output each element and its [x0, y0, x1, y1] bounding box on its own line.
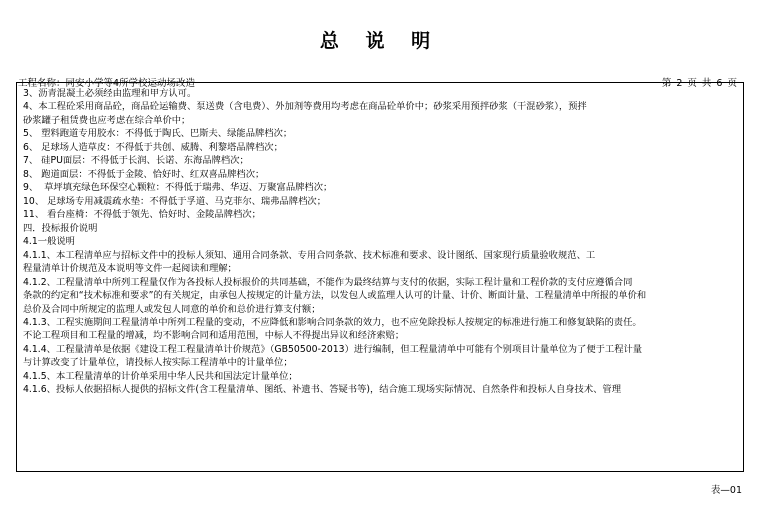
text-line: 条款的约定和“技术标准和要求”的有关规定，由承包人按规定的计量方法，以发包人或监理人认可的计量、计价、断面计量、工程量清单中所报的单价和	[23, 290, 647, 302]
project-name: 同安小学等4所学校运动场改造	[65, 78, 196, 89]
text-line: 4.1.4、工程量清单是依据《建设工程工程量清单计价规范》（GB50500-2013）进行编制，但工程量清单中可能有个别项目计量单位为了便于工程计量	[23, 343, 643, 355]
text-line: 10、 足球场专用减震疏水垫：不得低于孚道、马克菲尔、瑞弗品牌档次；	[23, 195, 326, 207]
text-line: 程量清单计价规范及本说明等文件一起阅读和理解；	[23, 263, 237, 275]
text-line: 5、 塑料跑道专用胶水：不得低于陶氏、巴斯夫、绿能品牌档次；	[23, 128, 293, 140]
form-code: 表—01	[710, 485, 742, 496]
project-label: 工程名称：	[18, 78, 66, 89]
text-line: 4.1.2、工程量清单中所列工程量仅作为各投标人投标报价的共同基础，不能作为最终结算与支付的依据，实际工程计量和工程价款的支付应遵循合同	[23, 276, 633, 288]
text-line: 7、 硅PU面层：不得低于长润、长诺、东海品牌档次；	[23, 155, 249, 167]
text-line: 3、沥青混凝土必须经由监理和甲方认可。	[23, 88, 197, 99]
page-title: 总 说 明	[319, 30, 441, 52]
text-line: 4.1.1、本工程清单应与招标文件中的投标人须知、通用合同条款、专用合同条款、技术标准和要求、设计图纸、国家现行质量验收规范、工	[23, 249, 596, 261]
text-line: 4.1.5、本工程量清单的计价单采用中华人民共和国法定计量单位；	[23, 370, 298, 382]
text-line: 4.1一般说明	[23, 236, 75, 248]
page-number: 第 2 页 共 6 页	[661, 78, 738, 89]
text-line: 4.1.6、投标人依据招标人提供的招标文件(含工程量清单、图纸、补遗书、答疑书等)，结合施工现场实际情况、自然条件和投标人自身技术、管理	[23, 384, 622, 396]
text-line: 四．投标报价说明	[23, 222, 98, 234]
text-line: 11、 看台座椅：不得低于领先、恰好时、金陵品牌档次；	[23, 209, 261, 221]
body-text	[23, 87, 737, 397]
text-line: 与计算改变了计量单位，请投标人按实际工程清单中的计量单位；	[23, 357, 293, 369]
text-line: 砂浆罐子租赁费也应考虑在综合单价中；	[23, 114, 191, 126]
text-line: 4、本工程砼采用商品砼，商品砼运输费、泵送费（含电费）、外加剂等费用均考虑在商品砼单价中；砂浆采用预拌砂浆（干混砂浆），预拌	[23, 101, 587, 113]
text-line: 8、 跑道面层：不得低于金陵、恰好时、红双喜品牌档次；	[23, 168, 265, 180]
text-line: 9、 草坪填充绿色环保空心颗粒：不得低于瑞弗、华迈、万聚富品牌档次；	[23, 182, 333, 194]
text-line: 6、 足球场人造草皮：不得低于共创、威腾、利黎塔品牌档次；	[23, 141, 283, 153]
text-line: 不论工程项目和工程量的增减，均不影响合同和适用范围，中标人不得提出异议和经济索赔；	[23, 330, 405, 342]
text-line: 总价及合同中所规定的监理人或发包人同意的单价和总价进行算支付额；	[23, 303, 321, 315]
text-line: 4.1.3、工程实施期间工程量清单中所列工程量的变动，不应降低和影响合同条款的效力，也不应免除投标人按规定的标准进行施工和修复缺陷的责任。	[23, 316, 642, 328]
content-frame	[16, 82, 744, 472]
